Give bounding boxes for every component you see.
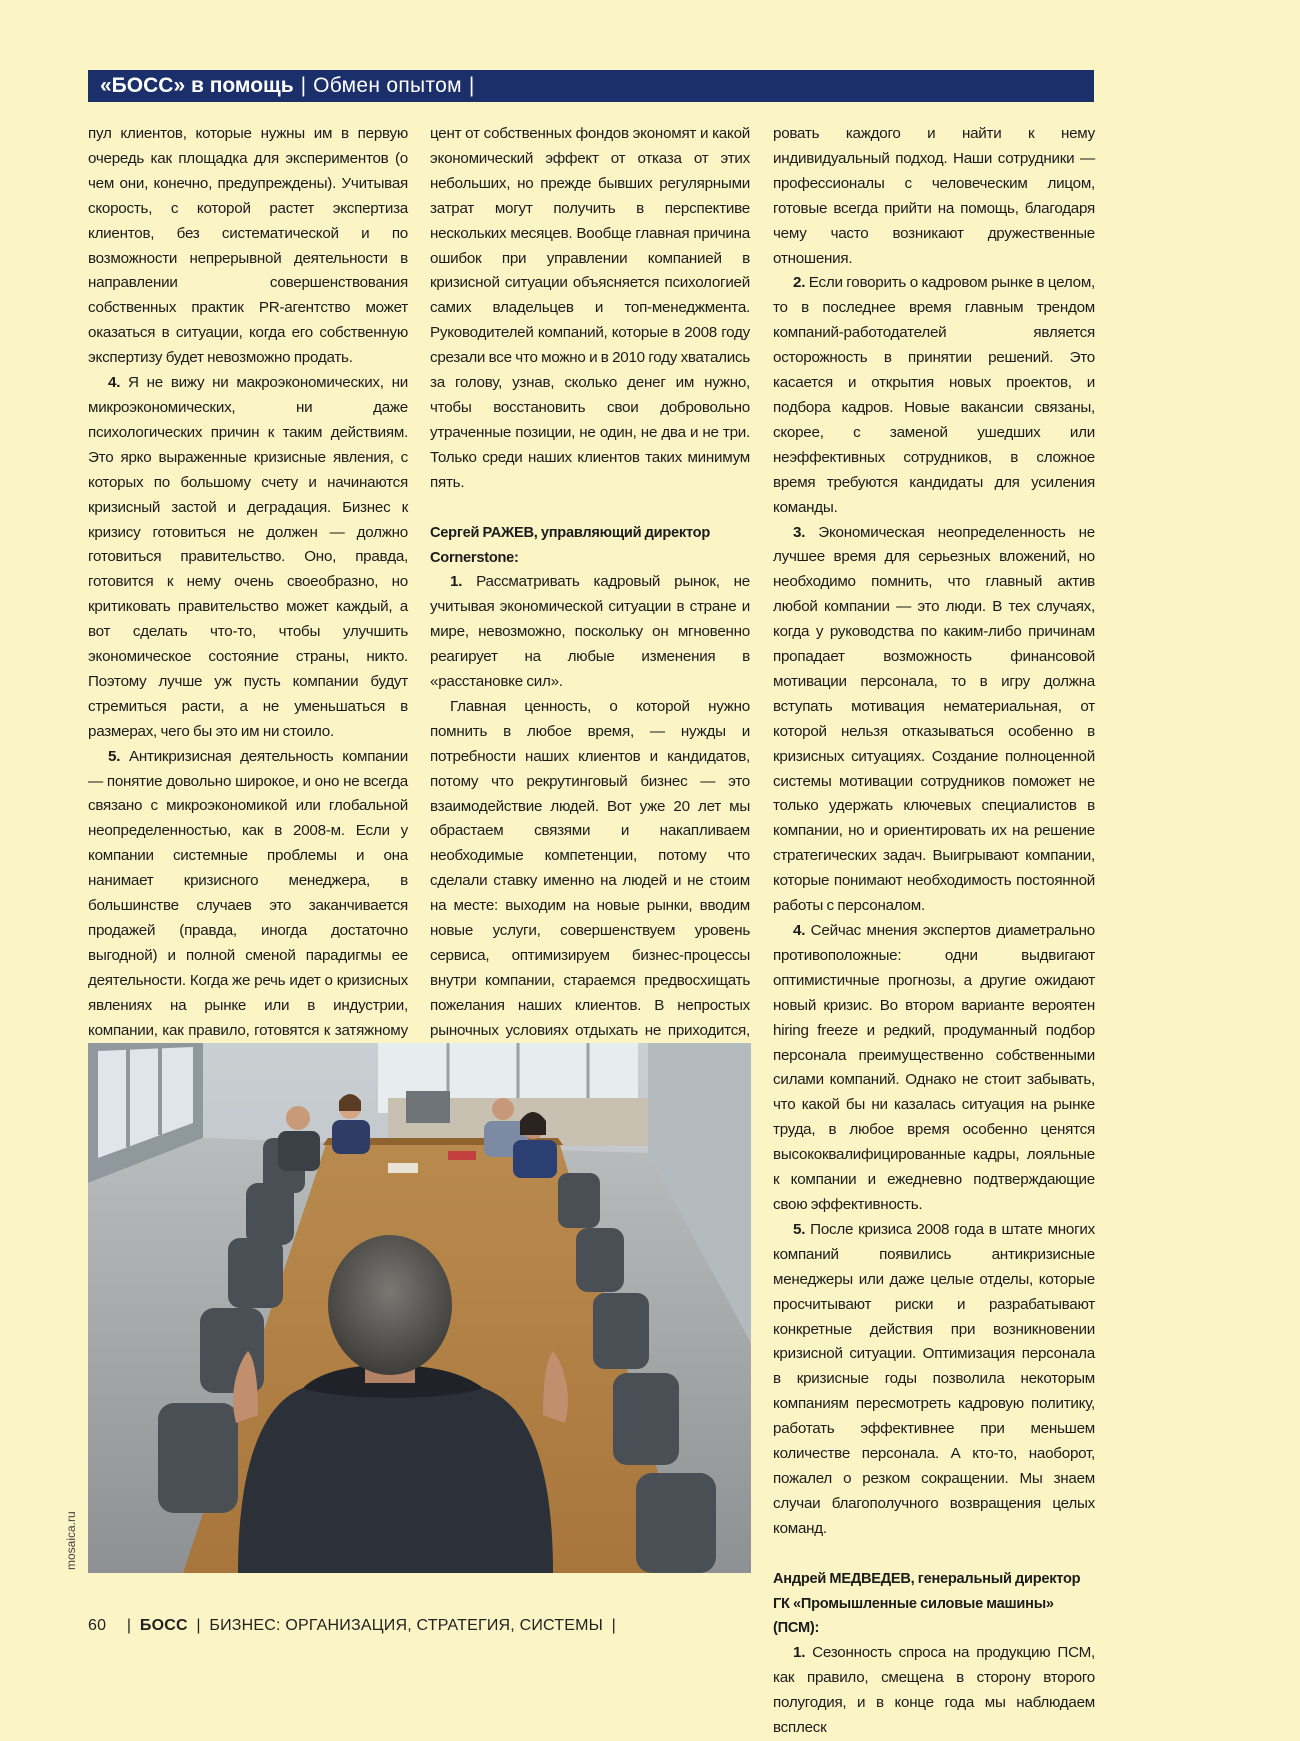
item-number: 4.	[108, 374, 121, 392]
paragraph	[773, 521, 1095, 920]
paragraph: пул клиентов, которые нужны им в первую очередь как площадка для экспериментов (о чем они, конечно, предупреждены). Учитывая скорость, с которой растет экспертиза клиентов, без систематической и по возможности непрерывной деятельности в направлении совершенствования собственных практик PR-агентство может оказаться в ситуации, когда его собственную экспертизу будет невозможно продать.	[88, 125, 408, 367]
paragraph-text: Если говорить о кадровом рынке в целом, то в последнее время главным трендом компаний-работодателей является осторожность в принятии решений. Это касается и открытия новых проектов, и подбора кадров. Новые вакансии связаны, скорее, с заменой ушедших или неэффективных сотрудников, в сложное время требуются кандидаты для усиления команды.	[773, 274, 1095, 516]
item-number: 5.	[793, 1220, 806, 1238]
paragraph-text: Я не вижу ни макроэкономических, ни микроэкономических, ни даже психологических причин к таким действиям. Это ярко выраженные кризисные явления, с которых по большому счету и начинаются кризисный застой и деградация. Бизнес к кризису готовиться не должен — должно готовиться правительство. Оно, правда, готовится к нему очень своеобразно, но критиковать правительство может каждый, а вот сделать что-то, чтобы улучшить экономическое состояние страны, никто. Поэтому лучше уж пусть компании будут стремиться расти, а не уменьшаться в размерах, чего бы это им ни стоило.	[88, 374, 408, 740]
paragraph-text: Рассматривать кадровый рынок, не учитывая экономической ситуации в стране и мире, невозможно, поскольку он мгновенно реагирует на любые изменения в «расстановке сил».	[430, 573, 750, 691]
page-number: 60	[88, 1617, 107, 1634]
footer-separator: |	[196, 1617, 201, 1634]
item-number: 4.	[793, 922, 806, 939]
photo-credit: mosaica.ru	[64, 1511, 78, 1570]
paragraph: ровать каждого и найти к нему индивидуальный подход. Наши сотрудники — профессионалы с человеческим лицом, готовые всегда прийти на помощь, благодаря чему часто возникают дружественные отношения.	[773, 125, 1095, 267]
paragraph	[88, 371, 408, 745]
item-number: 5.	[108, 747, 121, 765]
paragraph-text: Экономическая неопределенность не лучшее время для серьезных вложений, но необходимо помнить, что главный актив любой компании — это люди. В тех случаях, когда у руководства по каким-либо причинам пропадает возможность финансовой мотивации персонала, то в игру должна вступать мотивация нематериальная, от которой нельзя отказываться особенно в кризисных ситуациях. Создание полноценной системы мотивации сотрудников поможет не только удержать ключевых специалистов в компании, но и ориентировать их на решение стратегических задач. Выигрывают компании, которые понимают необходимость постоянной работы с персоналом.	[773, 523, 1095, 915]
expert-signature: Андрей МЕДВЕДЕВ, генеральный директор ГК «Промышленные силовые машины» (ПСМ):	[773, 1570, 1081, 1637]
header-separator: |	[300, 74, 307, 97]
item-number: 2.	[793, 274, 806, 292]
magazine-name: БОСС	[139, 1617, 188, 1634]
item-number: 1.	[450, 573, 463, 591]
paragraph	[773, 919, 1095, 1218]
page-footer	[88, 1617, 620, 1635]
meeting-photo	[88, 1043, 751, 1573]
section-title: Обмен опытом	[313, 74, 462, 97]
section-header-bar	[88, 70, 1094, 102]
paragraph-text: Сейчас мнения экспертов диаметрально противоположные: одни выдвигают оптимистичные прогнозы, а другие ожидают новый кризис. Во втором варианте вероятен hiring freeze и редкий, продуманный подбор персонала преимущественно собственными силами компаний. Однако не стоит забывать, что какой бы ни казалась ситуация на рынке труда, в любое время особенно ценятся высококвалифицированные кадры, лояльные к компании и ежедневно подтверждающие свою эффективность.	[773, 922, 1095, 1213]
paragraph-text: Антикризисная деятельность компании — понятие довольно широкое, и оно не всегда связано с микроэкономикой или глобальной неопределенностью, как в 2008-м. Если у компании системные проблемы и она нанимает кризисного менеджера, в большинстве случаев это заканчивается продажей (правда, иногда достаточно выгодной) и полной сменой парадигмы ее деятельности. Когда же речь идет о кризисных явлениях на рынке или в индустрии, компании, как правило, готовятся к затяжному	[88, 747, 408, 1039]
article-column-2	[430, 122, 750, 1118]
article-column-3	[773, 122, 1095, 1741]
footer-separator: |	[611, 1617, 617, 1634]
item-number: 1.	[793, 1644, 806, 1662]
paragraph-text: Сезонность спроса на продукцию ПСМ, как правило, смещена в сторону второго полугодия, и в конце года мы наблюдаем всплеск	[773, 1644, 1095, 1737]
paragraph	[773, 1641, 1095, 1741]
footer-separator: |	[126, 1617, 132, 1634]
item-number: 3.	[793, 523, 806, 541]
magazine-tagline: БИЗНЕС: ОРГАНИЗАЦИЯ, СТРАТЕГИЯ, СИСТЕМЫ	[209, 1617, 603, 1634]
article-column-1	[88, 122, 408, 1118]
paragraph	[430, 570, 750, 695]
paragraph	[773, 1218, 1095, 1542]
paragraph: Главная ценность, о которой нужно помнить в любое время, — нужды и потребности наших клиентов и кандидатов, потому что рекрутинговый бизнес — это взаимодействие людей. Вот уже 20 лет мы обрастаем связями и накапливаем необходимые компетенции, потому что сделали ставку именно на людей и не стоим на месте: выходим на новые рынки, вводим новые услуги, совершенствуем уровень сервиса, оптимизируем бизнес-процессы внутри компании, стараемся предвосхищать пожелания наших клиентов. В непростых рыночных условиях отдыхать не приходится,	[430, 697, 750, 1039]
paragraph	[773, 271, 1095, 520]
paragraph-text: После кризиса 2008 года в штате многих компаний появились антикризисные менеджеры или даже целые отделы, которые просчитывают риски и разрабатывают конкретные действия при возникновении кризисной ситуации. Оптимизация персонала в кризисные годы позволила некоторым компаниям пересмотреть кадровую политику, работать эффективнее при меньшем количестве персонала. А кто-то, наоборот, пожалел о резком сокращении. Мы знаем случаи благополучного возвращения целых команд.	[773, 1220, 1095, 1537]
rubric-title: «БОСС» в помощь	[100, 74, 294, 97]
paragraph: цент от собственных фондов экономят и какой экономический эффект от отказа от этих небольших, но прежде бывших регулярными затрат могут получить в перспективе нескольких месяцев. Вообще главная причина ошибок при управлении компанией в кризисной ситуации объясняется психологией самих владельцев и топ-менеджмента. Руководителей компаний, которые в 2008 году срезали все что можно и в 2010 году хватались за голову, узнав, сколько денег им нужно, чтобы восстановить свои добровольно утраченные позиции, не один, не два и не три. Только среди наших клиентов таких минимум пять.	[430, 125, 751, 491]
expert-signature: Сергей РАЖЕВ, управляющий директор Cornerstone:	[430, 524, 711, 566]
header-separator-end: |	[468, 74, 475, 97]
